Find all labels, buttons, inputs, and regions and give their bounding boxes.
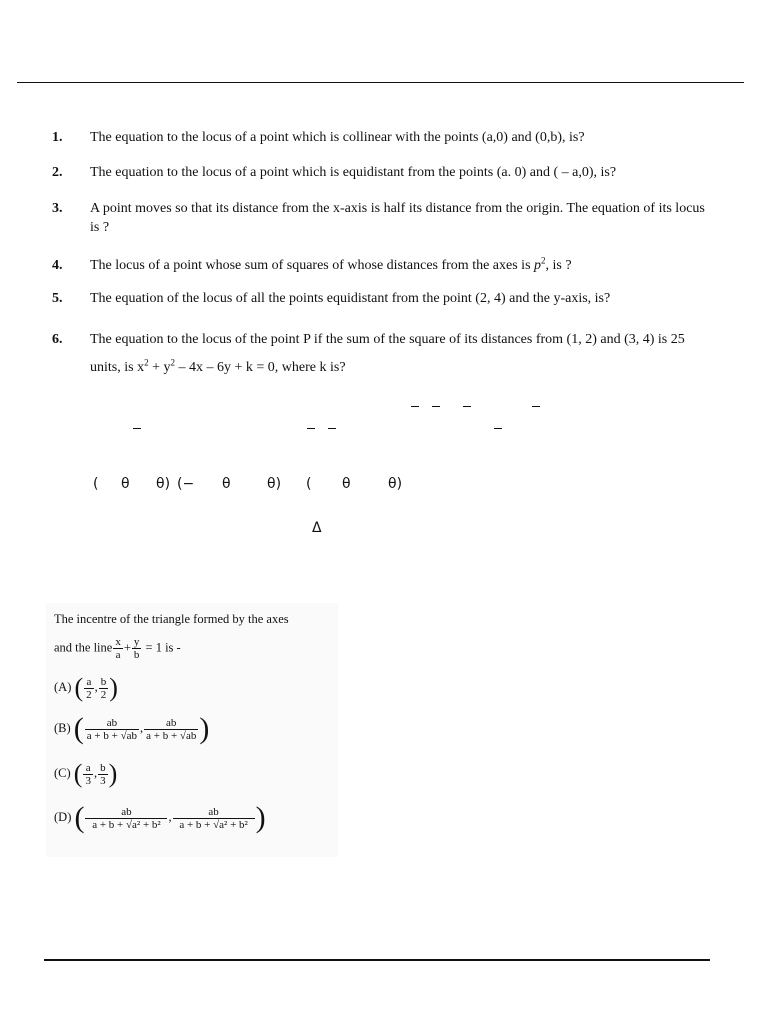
dash-mark xyxy=(494,428,502,429)
fragment: θ xyxy=(121,476,130,492)
question-number: 2. xyxy=(52,165,63,180)
option-c: (C) ( $\frac{a}{3}$ , $\frac{b}{3}$ ) xyxy=(54,759,118,788)
question-6 xyxy=(52,326,712,382)
question-number: 6. xyxy=(52,332,63,347)
question-text: The equation to the locus of a point which is collinear with the points (a,0) and (0,b), is? xyxy=(90,130,585,145)
question-number: 4. xyxy=(52,258,63,273)
fragment: θ xyxy=(342,476,351,492)
question-2 xyxy=(52,163,712,182)
dash-mark xyxy=(133,428,141,429)
dash-mark xyxy=(463,406,471,407)
question-1 xyxy=(52,128,712,147)
equation: $x^2 + y^2 - 4x - 6y + k = 0$ xyxy=(137,357,275,375)
question-4 xyxy=(52,256,712,275)
fragment: ( xyxy=(306,476,312,492)
fragment: θ) xyxy=(388,476,403,492)
question-text: The equation to the locus of the point P if the sum of the square of its distances from (1, 2) and (3, 4) is 25 xyxy=(90,332,685,347)
question-3 xyxy=(52,199,712,237)
option-a: (A) ( $\frac{a}{2}$ , $\frac{b}{2}$ ) xyxy=(54,673,118,702)
option-d: (D) ( $\frac{ab}{\text{a + b + √a² + b²}}$ , $\frac{ab}{\text{a + b + √a² + b²}}$ ) xyxy=(54,801,266,834)
question-5 xyxy=(52,289,712,308)
top-rule xyxy=(17,82,744,83)
fragment: (− xyxy=(177,476,195,492)
dash-mark xyxy=(532,406,540,407)
dash-mark xyxy=(307,428,315,429)
problem-line-2: and the line $\frac{x}{a}$ + $\frac{y}{b}$ = 1 is - xyxy=(54,636,181,661)
delta-symbol: Δ xyxy=(312,520,322,536)
fragment: ( xyxy=(93,476,99,492)
fragment: θ) xyxy=(156,476,171,492)
fraction-y-over-b: $\frac{y}{b}$ xyxy=(133,636,140,661)
problem-clipping xyxy=(46,603,338,857)
dash-mark xyxy=(411,406,419,407)
question-text: The equation to the locus of a point which is equidistant from the points (a. 0) and ( – a,0), is? xyxy=(90,165,617,180)
question-number: 3. xyxy=(52,201,63,216)
option-b: (B) ( $\frac{ab}{a + b + √ab}$ , $\frac{ab}{a + b + √ab}$ ) xyxy=(54,712,210,745)
fragment: θ xyxy=(222,476,231,492)
question-text: The equation of the locus of all the points equidistant from the point (2, 4) and the y-axis, is? xyxy=(90,291,611,306)
problem-line-1: The incentre of the triangle formed by the axes xyxy=(54,612,289,626)
question-text-line2: units, is $x^2 + y^2 - 4x - 6y + k = 0$, where k is? xyxy=(90,357,346,375)
bottom-rule xyxy=(44,959,710,961)
dash-mark xyxy=(432,406,440,407)
fraction-x-over-a: $\frac{x}{a}$ xyxy=(115,636,121,661)
question-text: A point moves so that its distance from the x-axis is half its distance from the origin. The equation of its locus is ? xyxy=(90,201,705,235)
question-text: The locus of a point whose sum of squares of whose distances from the axes is $p^2$, is ? xyxy=(90,255,572,273)
question-number: 5. xyxy=(52,291,63,306)
dash-mark xyxy=(328,428,336,429)
fragment: θ) xyxy=(267,476,282,492)
question-number: 1. xyxy=(52,130,63,145)
